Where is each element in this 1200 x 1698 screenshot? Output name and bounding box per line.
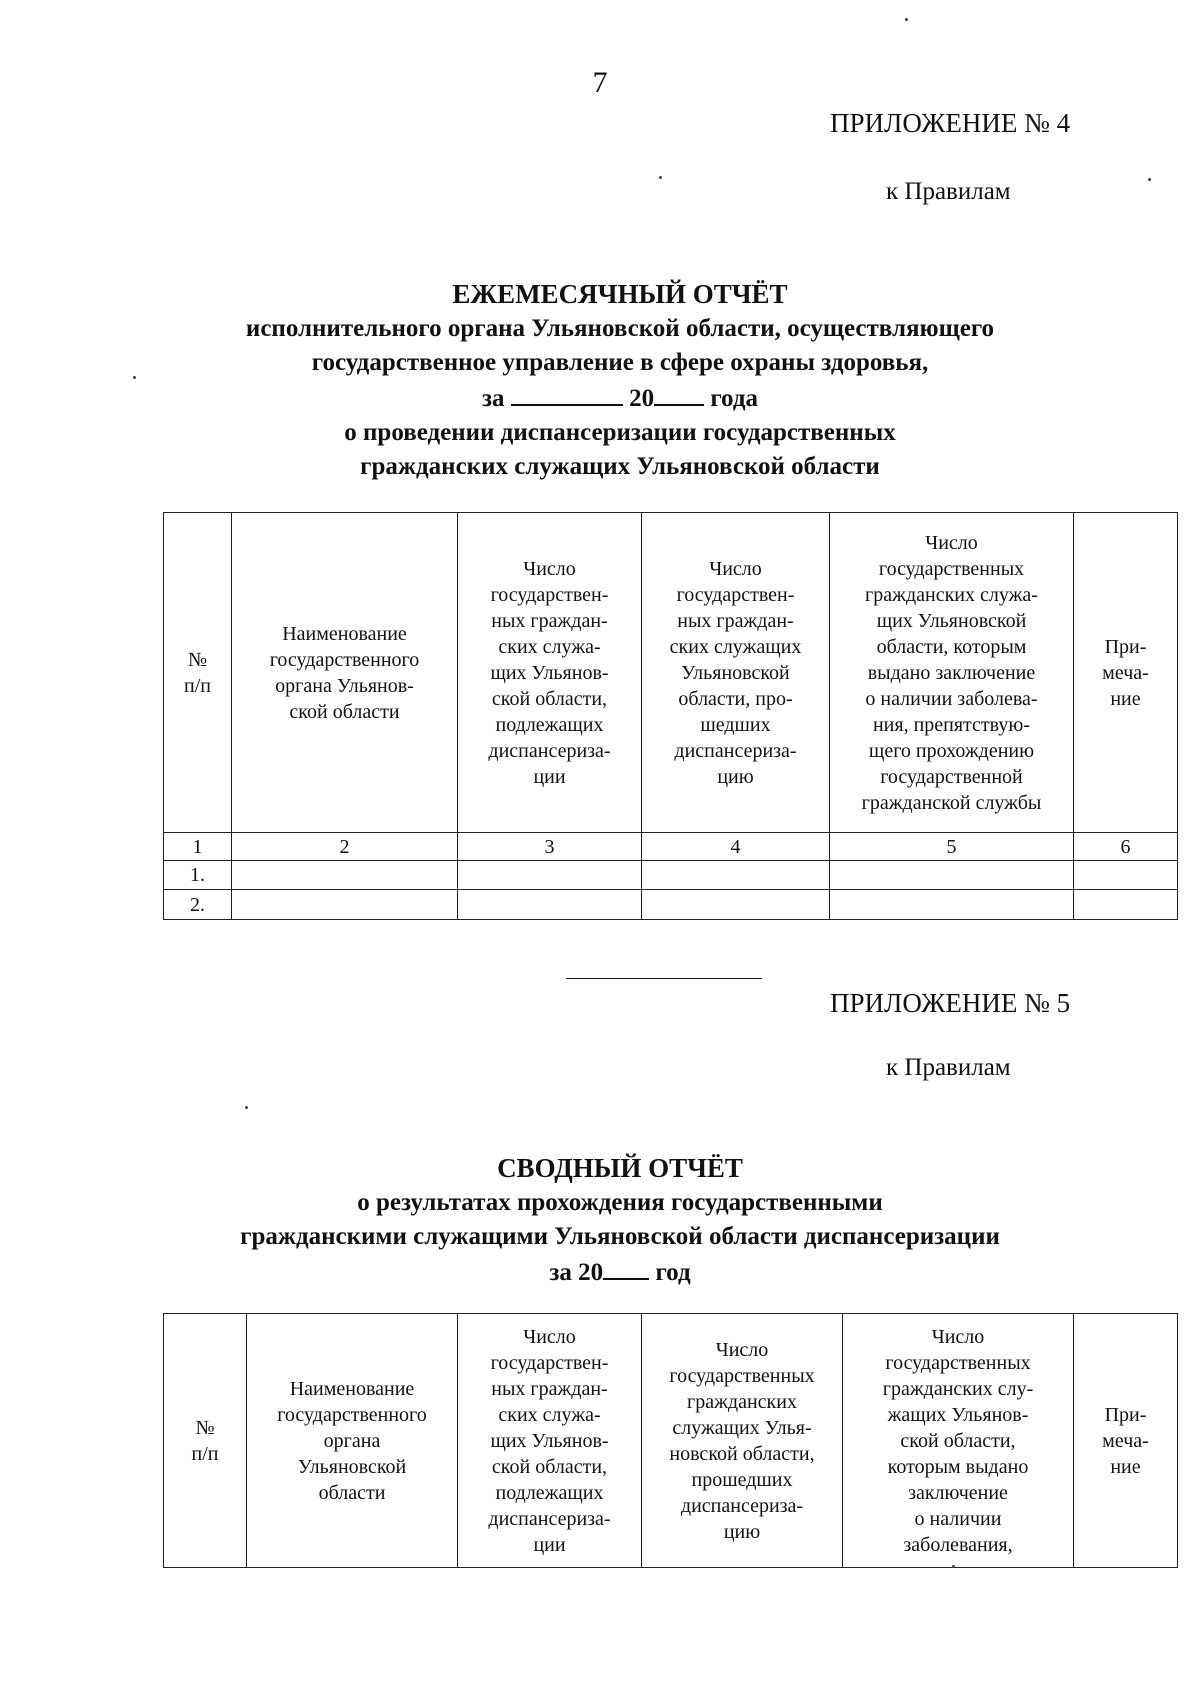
header-number: № п/п bbox=[164, 1314, 247, 1568]
header-organ-name: Наименование государственного органа Ульяновской области bbox=[247, 1314, 458, 1568]
table-cell bbox=[642, 890, 830, 920]
scan-speck bbox=[133, 376, 136, 379]
appendix-4-title: ПРИЛОЖЕНИЕ № 4 bbox=[830, 108, 1071, 138]
monthly-report-table bbox=[163, 512, 1178, 920]
column-number: 2 bbox=[232, 833, 458, 861]
column-number-row bbox=[164, 833, 1178, 861]
header-note: При- меча- ние bbox=[1074, 513, 1178, 833]
appendix-5-title: ПРИЛОЖЕНИЕ № 5 bbox=[830, 988, 1071, 1018]
table-cell bbox=[1074, 861, 1178, 890]
report-line-2: государственное управление в сфере охраны здоровья, bbox=[311, 349, 929, 376]
report-line-1: о результатах прохождения государственными bbox=[357, 1189, 883, 1216]
period-prefix: за 20 bbox=[549, 1259, 604, 1286]
report-line-1: исполнительного органа Ульяновской области, осуществляющего bbox=[245, 315, 995, 342]
month-blank bbox=[511, 380, 623, 406]
summary-report-table bbox=[163, 1313, 1178, 1568]
table-row bbox=[164, 890, 1178, 920]
report-line-4: о проведении диспансеризации государственных bbox=[344, 419, 896, 446]
summary-report-heading bbox=[120, 1150, 1120, 1290]
row-number: 2. bbox=[164, 890, 232, 920]
column-number: 4 bbox=[642, 833, 830, 861]
column-number: 3 bbox=[458, 833, 642, 861]
report-title: СВОДНЫЙ ОТЧЁТ bbox=[497, 1153, 743, 1183]
table-header-row bbox=[164, 513, 1178, 833]
column-number: 5 bbox=[830, 833, 1074, 861]
header-number: № п/п bbox=[164, 513, 232, 833]
period-suffix: года bbox=[710, 385, 758, 412]
header-subject-count: Число государствен- ных граждан- ских служа- щих Ульянов- ской области, подлежащих диспансериза- ции bbox=[458, 513, 642, 833]
monthly-report-heading bbox=[120, 276, 1120, 484]
scan-speck bbox=[905, 18, 908, 21]
header-passed-count: Число государствен- ных граждан- ских служащих Ульяновской области, про- шедших диспансериза- цию bbox=[642, 513, 830, 833]
appendix-4-subtitle: к Правилам bbox=[886, 178, 1011, 205]
year-blank bbox=[603, 1254, 649, 1280]
section-divider bbox=[566, 978, 762, 979]
scan-speck bbox=[952, 1565, 955, 1568]
report-line-5: гражданских служащих Ульяновской области bbox=[360, 453, 880, 480]
year-blank bbox=[654, 380, 704, 406]
column-number: 6 bbox=[1074, 833, 1178, 861]
period-prefix: за bbox=[482, 385, 505, 412]
table-row bbox=[164, 861, 1178, 890]
table-cell bbox=[232, 861, 458, 890]
scan-speck bbox=[245, 1106, 248, 1109]
table-cell bbox=[458, 861, 642, 890]
table-cell bbox=[458, 890, 642, 920]
row-number: 1. bbox=[164, 861, 232, 890]
report-line-2: гражданскими служащими Ульяновской области диспансеризации bbox=[240, 1223, 1000, 1250]
column-number: 1 bbox=[164, 833, 232, 861]
header-conclusion-count: Число государственных гражданских слу- жащих Ульянов- ской области, которым выдано заключение о наличии заболевания, bbox=[843, 1314, 1074, 1568]
scan-speck bbox=[659, 176, 662, 179]
header-subject-count: Число государствен- ных граждан- ских служа- щих Ульянов- ской области, подлежащих диспансериза- ции bbox=[458, 1314, 642, 1568]
header-note: При- меча- ние bbox=[1074, 1314, 1178, 1568]
report-period-line bbox=[120, 1254, 1120, 1290]
table-cell bbox=[830, 861, 1074, 890]
scan-speck bbox=[1148, 178, 1151, 181]
table-cell bbox=[1074, 890, 1178, 920]
appendix-5-subtitle: к Правилам bbox=[886, 1054, 1011, 1081]
header-passed-count: Число государственных гражданских служащих Улья- новской области, прошедших диспансериза- цию bbox=[642, 1314, 843, 1568]
header-organ-name: Наименование государственного органа Ульянов- ской области bbox=[232, 513, 458, 833]
table-cell bbox=[232, 890, 458, 920]
period-suffix: год bbox=[655, 1259, 691, 1286]
table-cell bbox=[642, 861, 830, 890]
period-year: 20 bbox=[629, 385, 655, 412]
report-title: ЕЖЕМЕСЯЧНЫЙ ОТЧЁТ bbox=[452, 279, 788, 309]
table-cell bbox=[830, 890, 1074, 920]
header-conclusion-count: Число государственных гражданских служа- щих Ульяновской области, которым выдано заключение о наличии заболева- ния, препятствую- щего прохождению государственной гражданской службы bbox=[830, 513, 1074, 833]
report-period-line bbox=[120, 380, 1120, 416]
page-number: 7 bbox=[592, 66, 608, 99]
table-header-row bbox=[164, 1314, 1178, 1568]
